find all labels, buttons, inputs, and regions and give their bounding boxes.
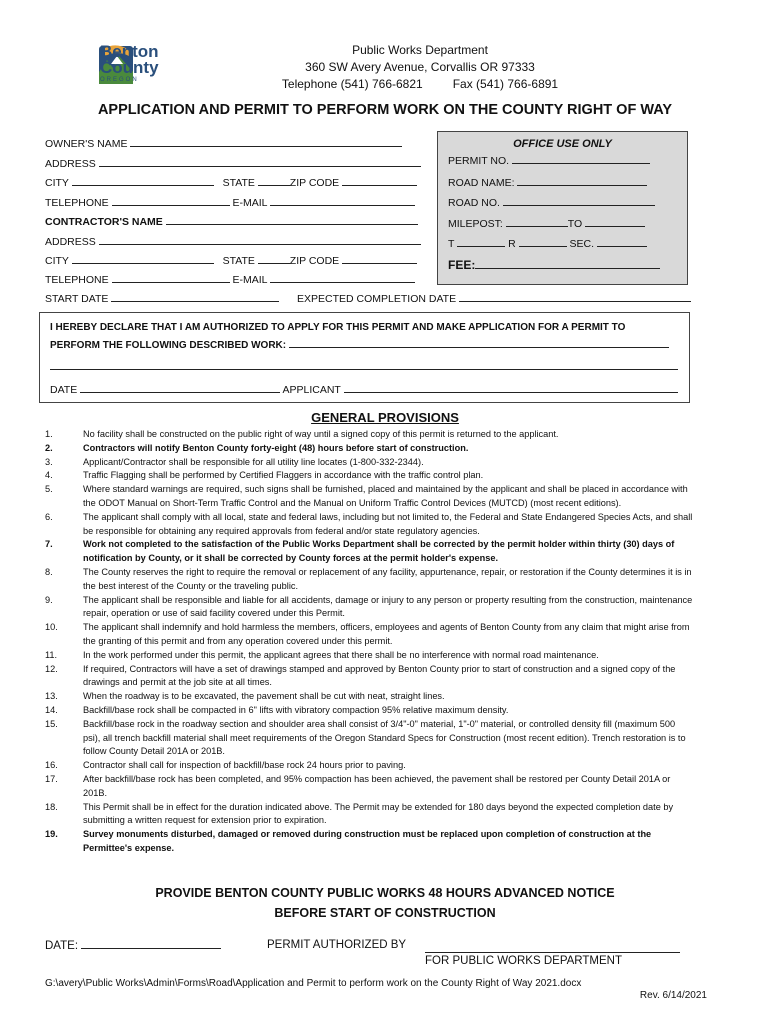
provision-text: Backfill/base rock in the roadway section and shoulder area shall consist of 3/4"-0" material, 1"-0" material, or controlled density fill (maximum 500 psi), all trench backfill material shall meet requirements of the Oregon Standard Specs for Construction (most recent edition). Trench restoration is to follow County Detail 201A or 201B. <box>83 718 686 757</box>
owner-address-label: ADDRESS <box>45 158 96 170</box>
township-field[interactable] <box>448 237 647 250</box>
dept-address: 360 SW Avery Avenue, Corvallis OR 97333 <box>305 60 535 74</box>
permit-no-label: PERMIT NO. <box>448 155 510 167</box>
contractor-telephone-field[interactable] <box>45 273 415 286</box>
declaration-box <box>39 312 690 403</box>
office-use-box <box>437 131 688 285</box>
provision-text: The applicant shall comply with all local, state and federal laws, including but not limited to, the Federal and State Endangered Species Acts, and shall be responsible for obtaining any required approvals from federal and/or state regulatory agencies. <box>83 511 693 536</box>
road-no-label: ROAD NO. <box>448 197 500 209</box>
completion-date-field[interactable] <box>297 292 691 305</box>
provision-text: When the roadway is to be excavated, the pavement shall be cut with neat, straight lines. <box>83 691 445 702</box>
provision-number: 12. <box>45 663 58 674</box>
contractor-city-label: CITY <box>45 255 69 267</box>
provision-item <box>45 621 695 649</box>
provision-text: Applicant/Contractor shall be responsible for all utility line locates (1-800-332-2344). <box>83 456 424 467</box>
provision-number: 18. <box>45 801 58 812</box>
provision-number: 7. <box>45 539 53 550</box>
contractor-address-label: ADDRESS <box>45 236 96 248</box>
provision-item <box>45 663 695 691</box>
provision-text: After backfill/base rock has been completed, and 95% compaction has been achieved, the pavement shall be restored per County Detail 201A or 201B. <box>83 773 671 798</box>
provision-number: 4. <box>45 470 53 481</box>
provision-item <box>45 718 695 759</box>
advance-notice <box>0 883 770 923</box>
provisions-list <box>45 428 695 856</box>
provision-item <box>45 442 695 456</box>
dept-name: Public Works Department <box>352 43 488 57</box>
provision-number: 9. <box>45 594 53 605</box>
declaration-line2: PERFORM THE FOLLOWING DESCRIBED WORK: <box>50 340 287 351</box>
contractor-email-label: E-MAIL <box>232 274 268 286</box>
sec-label: SEC. <box>569 238 595 250</box>
owner-telephone-field[interactable] <box>45 196 415 209</box>
provision-number: 10. <box>45 622 58 633</box>
applicant-label: APPLICANT <box>282 384 341 396</box>
provision-item <box>45 759 695 773</box>
start-date-label: START DATE <box>45 293 109 305</box>
owner-name-label: OWNER'S NAME <box>45 138 128 150</box>
owner-name-field[interactable] <box>45 137 402 150</box>
provision-item <box>45 828 695 856</box>
start-date-field[interactable] <box>45 292 279 305</box>
file-path: G:\avery\Public Works\Admin\Forms\Road\Application and Permit to perform work on the County Right of Way 2021.docx <box>45 978 582 989</box>
road-name-field[interactable] <box>448 176 647 189</box>
declaration-date-applicant[interactable] <box>50 383 678 396</box>
fee-label: FEE: <box>448 258 476 272</box>
milepost-label: MILEPOST: <box>448 218 503 230</box>
authorized-signature-line[interactable] <box>425 952 680 953</box>
declaration-line1: I HEREBY DECLARE THAT I AM AUTHORIZED TO APPLY FOR THIS PERMIT AND MAKE APPLICATION FOR A PERMIT TO <box>50 322 626 333</box>
provision-number: 1. <box>45 429 53 439</box>
provision-text: Survey monuments disturbed, damaged or removed during construction must be replaced upon completion of construction at the Permittee's expense. <box>83 829 652 853</box>
provision-text: Contractors will notify Benton County forty-eight (48) hours before start of construction. <box>83 442 469 453</box>
dept-telephone: Telephone (541) 766-6821 <box>281 77 423 91</box>
logo-line2: County <box>100 58 159 77</box>
contractor-name-label: CONTRACTOR'S NAME <box>45 216 163 228</box>
provision-number: 15. <box>45 718 58 729</box>
page-title: APPLICATION AND PERMIT TO PERFORM WORK ON THE COUNTY RIGHT OF WAY <box>97 102 673 118</box>
owner-state-label: STATE <box>222 177 255 189</box>
provision-text: Contractor shall call for inspection of backfill/base rock 24 hours prior to paving. <box>83 760 406 771</box>
provision-text: The applicant shall indemnify and hold harmless the members, officers, employees and agents of Benton County from any claim that might arise from the granting of this permit and from any operation covered under this permit. <box>83 622 690 646</box>
r-label: R <box>508 238 516 250</box>
provision-text: The applicant shall be responsible and liable for all accidents, damage or injury to any person or property resulting from the construction, maintenance repair, operation or use of said facility covered under this Permit. <box>83 594 693 619</box>
provision-number: 19. <box>45 829 58 840</box>
permit-no-field[interactable] <box>448 154 650 167</box>
contractor-zip-label: ZIP CODE <box>289 255 340 267</box>
provision-text: The County reserves the right to require the removal or replacement of any facility, appurtenance, repair, or restoration if the County determines it is in the best interest of the County or the traveling public. <box>83 566 692 591</box>
provision-text: Where standard warnings are required, such signs shall be furnished, placed and maintained by the applicant and shall be placed in accordance with the ODOT Manual on Short-Term Traffic Control and the Manual on Uniform Traffic Control Devices (MUTCD) (most recent editions). <box>83 484 688 508</box>
provision-number: 2. <box>45 442 53 453</box>
general-provisions-title: GENERAL PROVISIONS <box>311 410 459 425</box>
provision-text: If required, Contractors will have a set of drawings stamped and approved by Benton County prior to start of construction and a signed copy of the drawings and permit at the job site at all times. <box>83 663 676 688</box>
provision-text: Work not completed to the satisfaction of the Public Works Department shall be corrected by the permit holder within thirty (30) days of notification by County, or it shall be corrected by County forces at the permit holder's expense. <box>83 539 675 564</box>
notice-line1: PROVIDE BENTON COUNTY PUBLIC WORKS 48 HOURS ADVANCED NOTICE <box>155 886 615 900</box>
provision-number: 5. <box>45 484 53 495</box>
provision-number: 13. <box>45 691 58 702</box>
milepost-field[interactable] <box>448 217 645 230</box>
provision-item <box>45 773 695 801</box>
provision-text: Backfill/base rock shall be compacted in 6" lifts with vibratory compaction 95% relative maximum density. <box>83 704 509 715</box>
provision-item <box>45 483 695 511</box>
owner-zip-label: ZIP CODE <box>289 177 340 189</box>
declaration-date-label: DATE <box>50 384 78 396</box>
provision-item <box>45 538 695 566</box>
contractor-name-field[interactable] <box>45 215 418 228</box>
provision-number: 11. <box>45 649 58 660</box>
permit-authorized-label: PERMIT AUTHORIZED BY <box>267 939 407 951</box>
department-header <box>0 42 770 93</box>
office-use-title: OFFICE USE ONLY <box>513 138 612 150</box>
to-label: TO <box>567 218 583 230</box>
owner-city-label: CITY <box>45 177 69 189</box>
work-description-field[interactable] <box>50 338 669 351</box>
work-description-line[interactable] <box>50 369 678 370</box>
provision-item <box>45 428 695 442</box>
fee-field[interactable] <box>448 258 660 272</box>
provision-number: 6. <box>45 511 53 522</box>
owner-city-field[interactable] <box>45 176 417 189</box>
provision-text: This Permit shall be in effect for the duration indicated above. The Permit may be extended for 180 days beyond the expected completion date by submitting a written request for extension prior to expiration. <box>83 801 674 826</box>
owner-address-field[interactable] <box>45 157 421 170</box>
provision-text: Traffic Flagging shall be performed by Certified Flaggers in accordance with the traffic control plan. <box>83 470 484 481</box>
logo-line3: OREGON <box>100 77 139 83</box>
for-public-works-label: FOR PUBLIC WORKS DEPARTMENT <box>425 955 623 967</box>
contractor-address-field[interactable] <box>45 235 421 248</box>
provision-number: 14. <box>45 704 58 715</box>
signature-date-field[interactable] <box>45 939 221 952</box>
provision-item <box>45 649 695 663</box>
contractor-city-field[interactable] <box>45 254 417 267</box>
dept-phone-line <box>0 76 770 93</box>
revision-date: Rev. 6/14/2021 <box>639 990 707 1001</box>
owner-telephone-label: TELEPHONE <box>45 197 109 209</box>
owner-email-label: E-MAIL <box>232 197 268 209</box>
provision-item <box>45 690 695 704</box>
completion-date-label: EXPECTED COMPLETION DATE <box>297 293 457 305</box>
provision-item <box>45 594 695 622</box>
provision-item <box>45 704 695 718</box>
provision-number: 8. <box>45 566 53 577</box>
logo-line1: Benton <box>100 42 159 61</box>
provision-item <box>45 566 695 594</box>
provision-item <box>45 801 695 829</box>
dept-fax: Fax (541) 766-6891 <box>452 77 559 91</box>
contractor-telephone-label: TELEPHONE <box>45 274 109 286</box>
provision-item <box>45 469 695 483</box>
road-name-label: ROAD NAME: <box>448 177 515 189</box>
road-no-field[interactable] <box>448 196 655 209</box>
notice-line2: BEFORE START OF CONSTRUCTION <box>274 906 496 920</box>
signature-date-label: DATE: <box>45 940 79 952</box>
provision-item <box>45 511 695 539</box>
t-label: T <box>448 238 455 250</box>
provision-number: 16. <box>45 760 58 771</box>
provision-number: 3. <box>45 456 53 467</box>
contractor-state-label: STATE <box>222 255 255 267</box>
provision-item <box>45 456 695 470</box>
provision-text: In the work performed under this permit, the applicant agrees that there shall be no interference with normal road maintenance. <box>83 649 599 660</box>
provision-number: 17. <box>45 773 58 784</box>
provision-text: No facility shall be constructed on the public right of way until a signed copy of this permit is returned to the applicant. <box>83 429 559 439</box>
